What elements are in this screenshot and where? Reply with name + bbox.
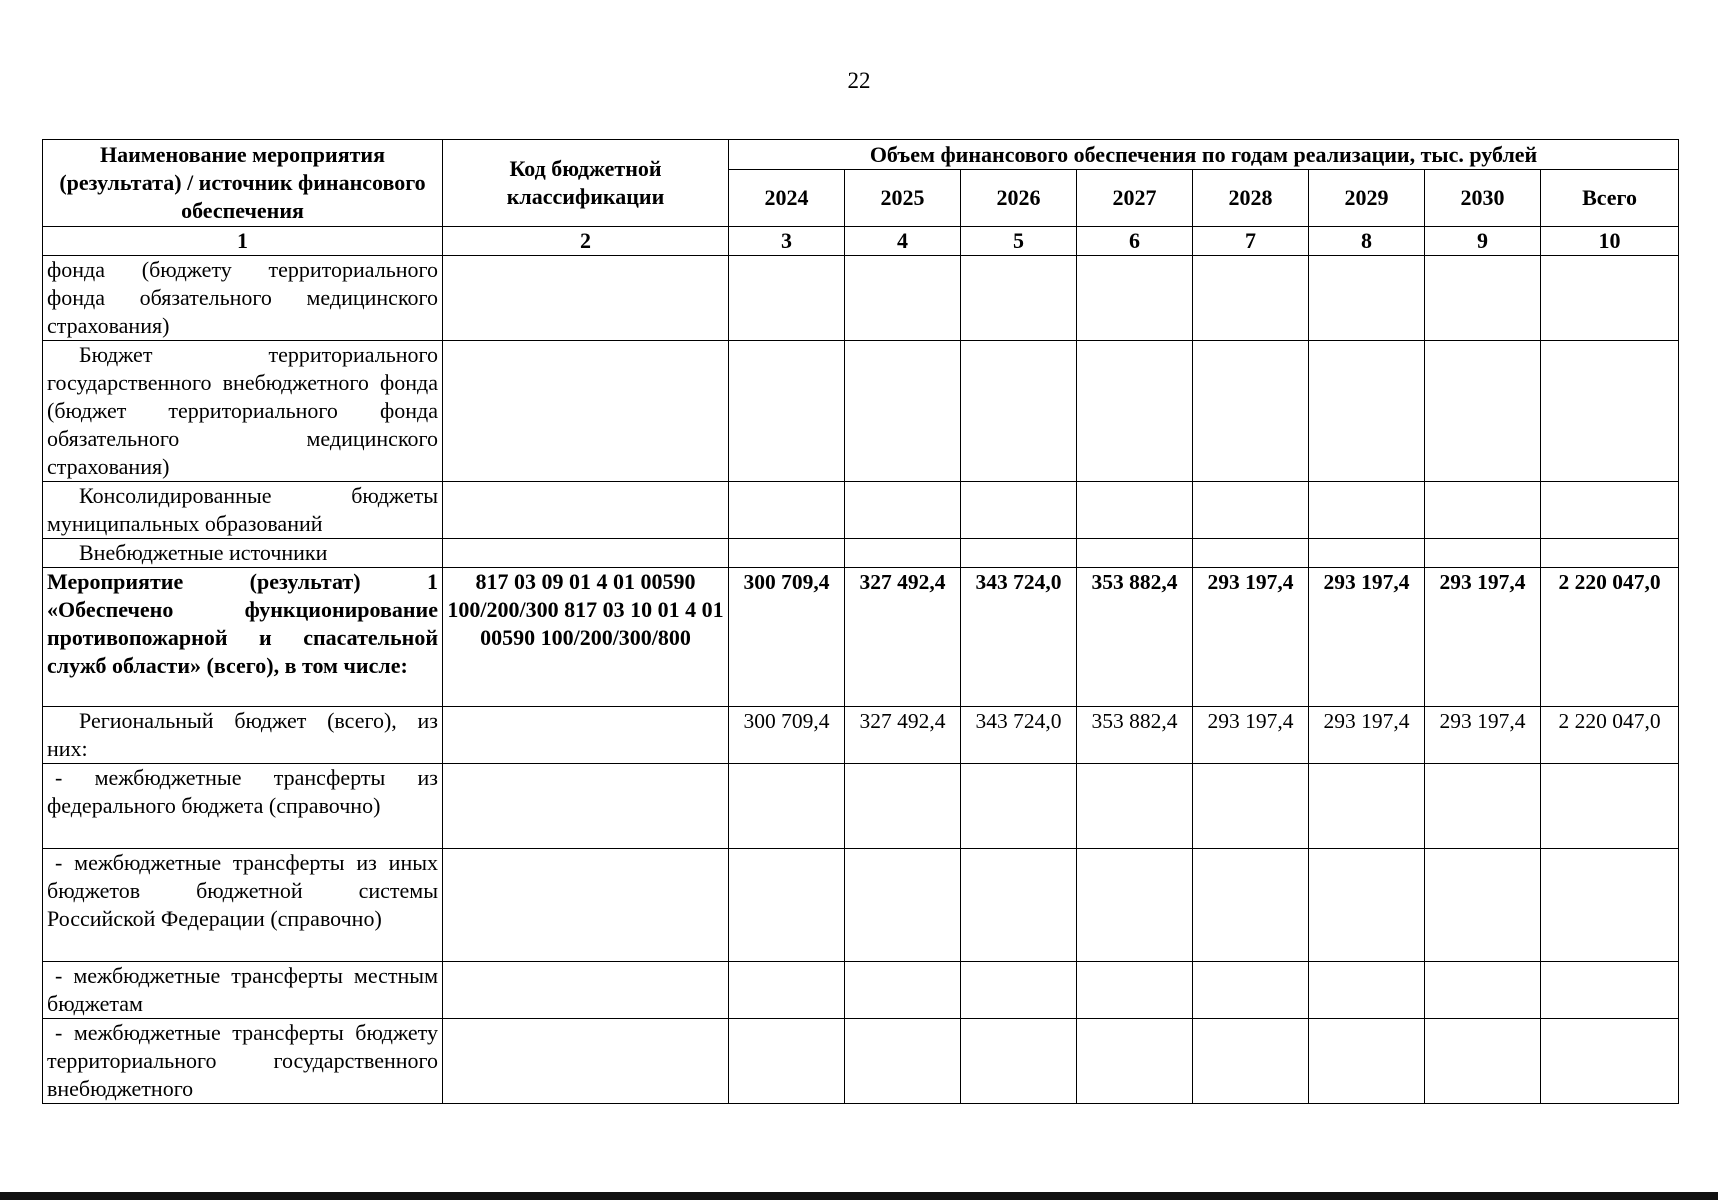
header-volume-column: Объем финансового обеспечения по годам реализации, тыс. рублей (729, 140, 1679, 170)
cell-amount (1077, 256, 1193, 341)
table-row (43, 1019, 1679, 1104)
cell-amount (961, 764, 1077, 849)
financing-table-wrapper (42, 139, 1678, 1104)
column-number: 8 (1309, 227, 1425, 256)
cell-total: 2 220 047,0 (1541, 707, 1679, 764)
cell-amount: 343 724,0 (961, 568, 1077, 707)
column-number: 1 (43, 227, 443, 256)
cell-budget-code (443, 962, 729, 1019)
table-body (43, 256, 1679, 1104)
column-number: 10 (1541, 227, 1679, 256)
cell-amount: 293 197,4 (1193, 568, 1309, 707)
cell-name: - межбюджетные трансферты из федерального бюджета (справочно) (43, 764, 443, 849)
cell-total (1541, 849, 1679, 962)
cell-amount (845, 539, 961, 568)
header-total: Всего (1541, 170, 1679, 227)
table-row (43, 849, 1679, 962)
cell-amount (961, 256, 1077, 341)
cell-budget-code (443, 849, 729, 962)
cell-budget-code (443, 482, 729, 539)
cell-amount (1309, 256, 1425, 341)
cell-name: Внебюджетные источники (43, 539, 443, 568)
cell-amount (1193, 764, 1309, 849)
cell-amount (1077, 764, 1193, 849)
cell-amount (1193, 849, 1309, 962)
cell-name: Региональный бюджет (всего), из них: (43, 707, 443, 764)
header-year: 2025 (845, 170, 961, 227)
cell-budget-code (443, 256, 729, 341)
cell-amount (1425, 539, 1541, 568)
cell-amount (845, 962, 961, 1019)
cell-name: Консолидированные бюджеты муниципальных образований (43, 482, 443, 539)
column-number: 2 (443, 227, 729, 256)
page-number: 22 (847, 68, 871, 93)
cell-amount (961, 849, 1077, 962)
cell-name: - межбюджетные трансферты из иных бюджетов бюджетной системы Российской Федерации (справочно) (43, 849, 443, 962)
cell-total (1541, 539, 1679, 568)
cell-amount: 300 709,4 (729, 568, 845, 707)
table-row (43, 568, 1679, 707)
cell-budget-code (443, 1019, 729, 1104)
cell-budget-code (443, 341, 729, 482)
cell-amount: 343 724,0 (961, 707, 1077, 764)
cell-amount (1309, 849, 1425, 962)
cell-amount (961, 1019, 1077, 1104)
table-row (43, 256, 1679, 341)
cell-amount (1425, 1019, 1541, 1104)
cell-amount: 353 882,4 (1077, 707, 1193, 764)
cell-amount: 293 197,4 (1425, 568, 1541, 707)
cell-amount (1193, 539, 1309, 568)
cell-amount: 300 709,4 (729, 707, 845, 764)
table-header (43, 140, 1679, 256)
cell-amount (1309, 764, 1425, 849)
cell-amount (1193, 482, 1309, 539)
cell-amount (845, 1019, 961, 1104)
cell-amount (729, 341, 845, 482)
cell-amount: 327 492,4 (845, 568, 961, 707)
cell-amount (845, 849, 961, 962)
table-row (43, 482, 1679, 539)
header-year: 2030 (1425, 170, 1541, 227)
cell-amount (1193, 962, 1309, 1019)
cell-amount (1077, 539, 1193, 568)
cell-amount (1193, 1019, 1309, 1104)
cell-amount (961, 482, 1077, 539)
cell-budget-code (443, 764, 729, 849)
cell-amount (845, 482, 961, 539)
cell-total: 2 220 047,0 (1541, 568, 1679, 707)
cell-amount (1309, 341, 1425, 482)
cell-amount (729, 539, 845, 568)
column-number: 9 (1425, 227, 1541, 256)
cell-amount: 293 197,4 (1309, 568, 1425, 707)
cell-amount (1425, 341, 1541, 482)
cell-amount: 353 882,4 (1077, 568, 1193, 707)
cell-amount (961, 539, 1077, 568)
cell-amount: 293 197,4 (1193, 707, 1309, 764)
cell-total (1541, 1019, 1679, 1104)
cell-amount (1309, 1019, 1425, 1104)
cell-name: фонда (бюджету территориального фонда обязательного медицинского страхования) (43, 256, 443, 341)
cell-amount (1425, 849, 1541, 962)
header-year: 2024 (729, 170, 845, 227)
cell-total (1541, 341, 1679, 482)
cell-amount (1077, 849, 1193, 962)
cell-amount (1425, 962, 1541, 1019)
cell-amount (729, 256, 845, 341)
header-code-column: Код бюджетной классификации (443, 140, 729, 227)
cell-amount (729, 962, 845, 1019)
scan-bottom-edge (0, 1192, 1718, 1200)
cell-amount (1077, 962, 1193, 1019)
cell-amount (845, 341, 961, 482)
cell-amount (961, 962, 1077, 1019)
cell-total (1541, 256, 1679, 341)
cell-budget-code: 817 03 09 01 4 01 00590 100/200/300 817 03 10 01 4 01 00590 100/200/300/800 (443, 568, 729, 707)
cell-amount (729, 764, 845, 849)
table-row (43, 764, 1679, 849)
cell-amount (729, 482, 845, 539)
table-row (43, 341, 1679, 482)
cell-amount (1309, 482, 1425, 539)
cell-total (1541, 764, 1679, 849)
table-row (43, 962, 1679, 1019)
cell-amount (1309, 539, 1425, 568)
cell-budget-code (443, 707, 729, 764)
cell-name: Бюджет территориального государственного внебюджетного фонда (бюджет территориального фонда обязательного медицинского страхования) (43, 341, 443, 482)
cell-amount (1425, 482, 1541, 539)
header-year: 2027 (1077, 170, 1193, 227)
cell-total (1541, 962, 1679, 1019)
table-row (43, 539, 1679, 568)
cell-name: - межбюджетные трансферты бюджету территориального государственного внебюджетного (43, 1019, 443, 1104)
cell-amount: 293 197,4 (1425, 707, 1541, 764)
table-row (43, 707, 1679, 764)
column-number: 3 (729, 227, 845, 256)
header-year: 2029 (1309, 170, 1425, 227)
cell-amount: 327 492,4 (845, 707, 961, 764)
column-number: 7 (1193, 227, 1309, 256)
cell-amount (1077, 341, 1193, 482)
cell-amount (729, 849, 845, 962)
column-number: 6 (1077, 227, 1193, 256)
header-name-column: Наименование мероприятия (результата) / источник финансового обеспечения (43, 140, 443, 227)
cell-amount (1077, 1019, 1193, 1104)
cell-amount (845, 764, 961, 849)
column-number: 5 (961, 227, 1077, 256)
cell-total (1541, 482, 1679, 539)
cell-amount (845, 256, 961, 341)
cell-amount (1193, 341, 1309, 482)
cell-amount (1193, 256, 1309, 341)
header-year: 2026 (961, 170, 1077, 227)
financing-table (42, 139, 1679, 1104)
header-year: 2028 (1193, 170, 1309, 227)
cell-name: - межбюджетные трансферты местным бюджетам (43, 962, 443, 1019)
cell-amount (729, 1019, 845, 1104)
cell-budget-code (443, 539, 729, 568)
cell-name: Мероприятие (результат) 1 «Обеспечено функционирование противопожарной и спасательной служб области» (всего), в том числе: (43, 568, 443, 707)
cell-amount (961, 341, 1077, 482)
cell-amount (1309, 962, 1425, 1019)
cell-amount (1425, 256, 1541, 341)
cell-amount (1077, 482, 1193, 539)
column-number: 4 (845, 227, 961, 256)
cell-amount: 293 197,4 (1309, 707, 1425, 764)
cell-amount (1425, 764, 1541, 849)
